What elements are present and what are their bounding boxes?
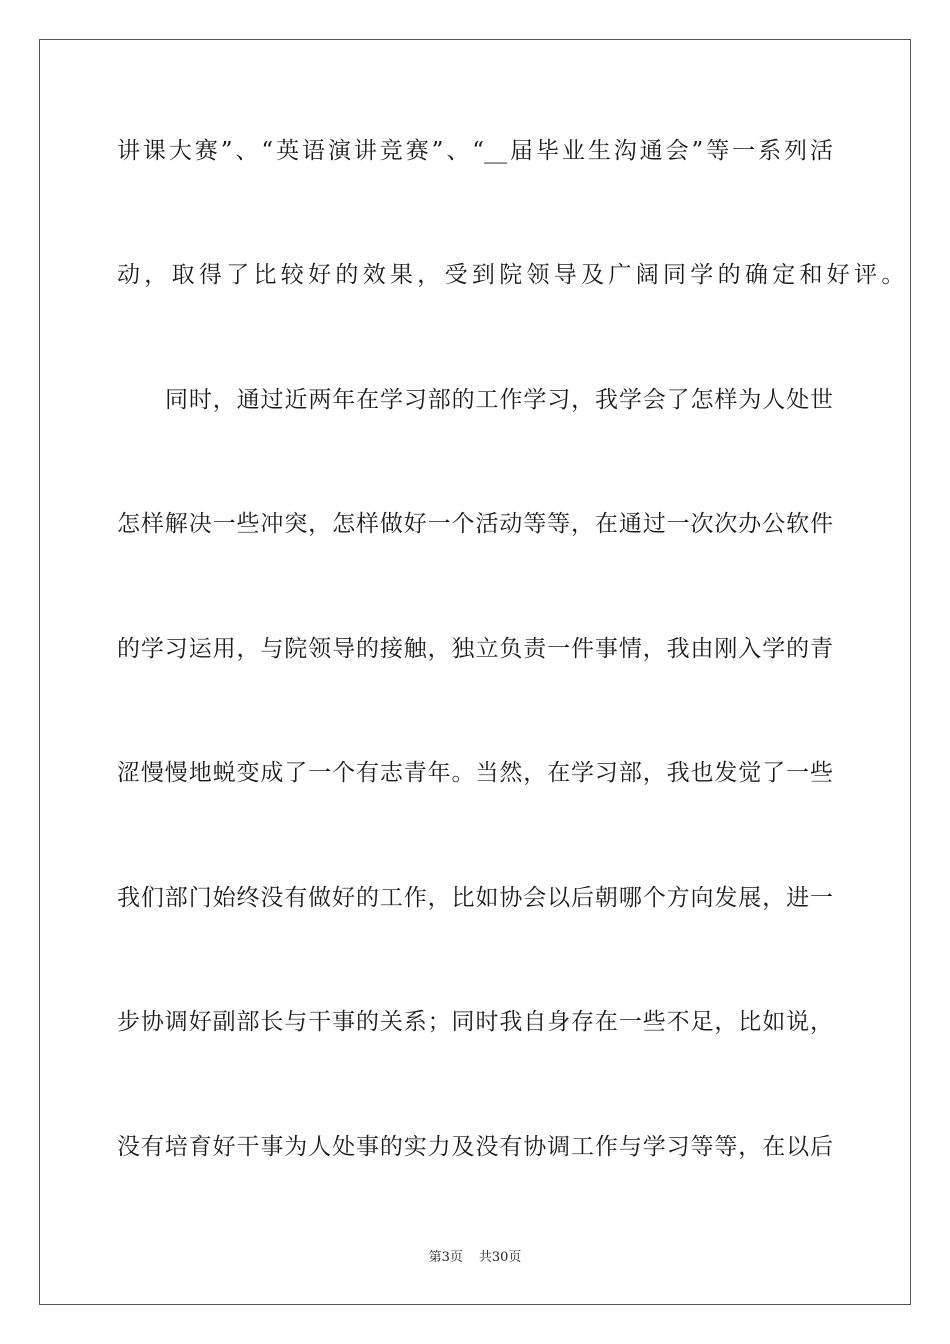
body-line-1: 讲课大赛”、“英语演讲竞赛”、“__届毕业生沟通会”等一系列活 — [117, 138, 833, 164]
body-line-8: 步协调好副部长与干事的关系；同时我自身存在一些不足，比如说， — [117, 1009, 833, 1035]
body-line-3: 同时，通过近两年在学习部的工作学习，我学会了怎样为人处世 — [165, 387, 833, 413]
page-footer — [0, 1246, 950, 1265]
body-line-4: 怎样解决一些冲突，怎样做好一个活动等等，在通过一次次办公软件 — [117, 511, 833, 537]
page-border — [39, 39, 911, 1305]
page-number: 第3页 — [428, 1250, 463, 1265]
body-line-5: 的学习运用，与院领导的接触，独立负责一件事情，我由刚入学的青 — [117, 636, 833, 662]
page-total: 共30页 — [478, 1250, 522, 1265]
body-line-2: 动，取得了比较好的效果，受到院领导及广阔同学的确定和好评。 — [117, 262, 909, 288]
body-line-6: 涩慢慢地蜕变成了一个有志青年。当然，在学习部，我也发觉了一些 — [117, 760, 833, 786]
body-line-9: 没有培育好干事为人处事的实力及没有协调工作与学习等等，在以后 — [117, 1134, 833, 1160]
body-line-7: 我们部门始终没有做好的工作，比如协会以后朝哪个方向发展，进一 — [117, 885, 833, 911]
